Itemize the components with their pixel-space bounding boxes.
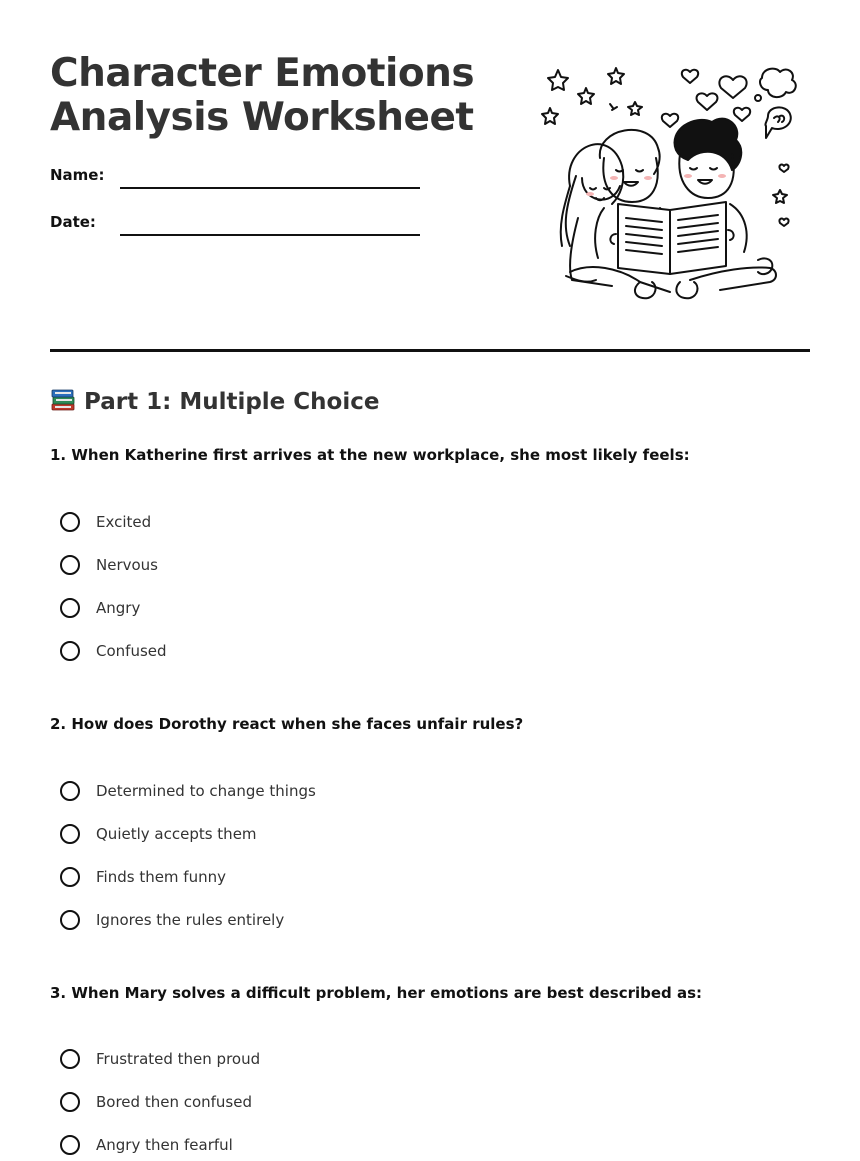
option-radio[interactable]: [60, 778, 316, 804]
section-title: Part 1: Multiple Choice: [84, 389, 380, 415]
option-label: Excited: [96, 513, 152, 531]
radio-button[interactable]: [60, 512, 80, 532]
question-1: 1. When Katherine first arrives at the new workplace, she most likely feels:: [50, 446, 690, 464]
option-radio[interactable]: [60, 638, 167, 664]
title-line-2: Analysis Worksheet: [50, 95, 474, 140]
radio-button[interactable]: [60, 1049, 80, 1069]
option-radio[interactable]: [60, 1132, 233, 1158]
option-radio[interactable]: [60, 1046, 260, 1072]
radio-button[interactable]: [60, 867, 80, 887]
title-line-1: Character Emotions: [50, 51, 475, 96]
option-label: Angry then fearful: [96, 1136, 233, 1154]
worksheet-title: [50, 52, 474, 140]
section-heading: [50, 388, 379, 415]
radio-button[interactable]: [60, 910, 80, 930]
radio-button[interactable]: [60, 781, 80, 801]
question-2: 2. How does Dorothy react when she faces unfair rules?: [50, 715, 524, 733]
name-label: Name:: [50, 166, 105, 184]
radio-button[interactable]: [60, 598, 80, 618]
books-icon: [50, 388, 76, 412]
option-label: Confused: [96, 642, 167, 660]
date-label: Date:: [50, 213, 96, 231]
radio-button[interactable]: [60, 555, 80, 575]
option-radio[interactable]: [60, 907, 284, 933]
option-radio[interactable]: [60, 595, 140, 621]
option-radio[interactable]: [60, 509, 151, 535]
option-label: Finds them funny: [96, 868, 226, 886]
option-label: Frustrated then proud: [96, 1050, 261, 1068]
section-divider: [50, 349, 810, 352]
option-radio[interactable]: [60, 864, 226, 890]
name-field[interactable]: [120, 187, 420, 189]
question-3: 3. When Mary solves a difficult problem, her emotions are best described as:: [50, 984, 703, 1002]
option-label: Bored then confused: [96, 1093, 252, 1111]
radio-button[interactable]: [60, 1092, 80, 1112]
option-radio[interactable]: [60, 552, 158, 578]
option-label: Determined to change things: [96, 782, 316, 800]
option-label: Ignores the rules entirely: [96, 911, 285, 929]
option-label: Quietly accepts them: [96, 825, 257, 843]
date-field[interactable]: [120, 234, 420, 236]
option-label: Angry: [96, 599, 141, 617]
radio-button[interactable]: [60, 824, 80, 844]
children-reading-book-icon: [530, 58, 800, 308]
option-label: Nervous: [96, 556, 158, 574]
radio-button[interactable]: [60, 1135, 80, 1155]
radio-button[interactable]: [60, 641, 80, 661]
option-radio[interactable]: [60, 821, 257, 847]
option-radio[interactable]: [60, 1089, 252, 1115]
